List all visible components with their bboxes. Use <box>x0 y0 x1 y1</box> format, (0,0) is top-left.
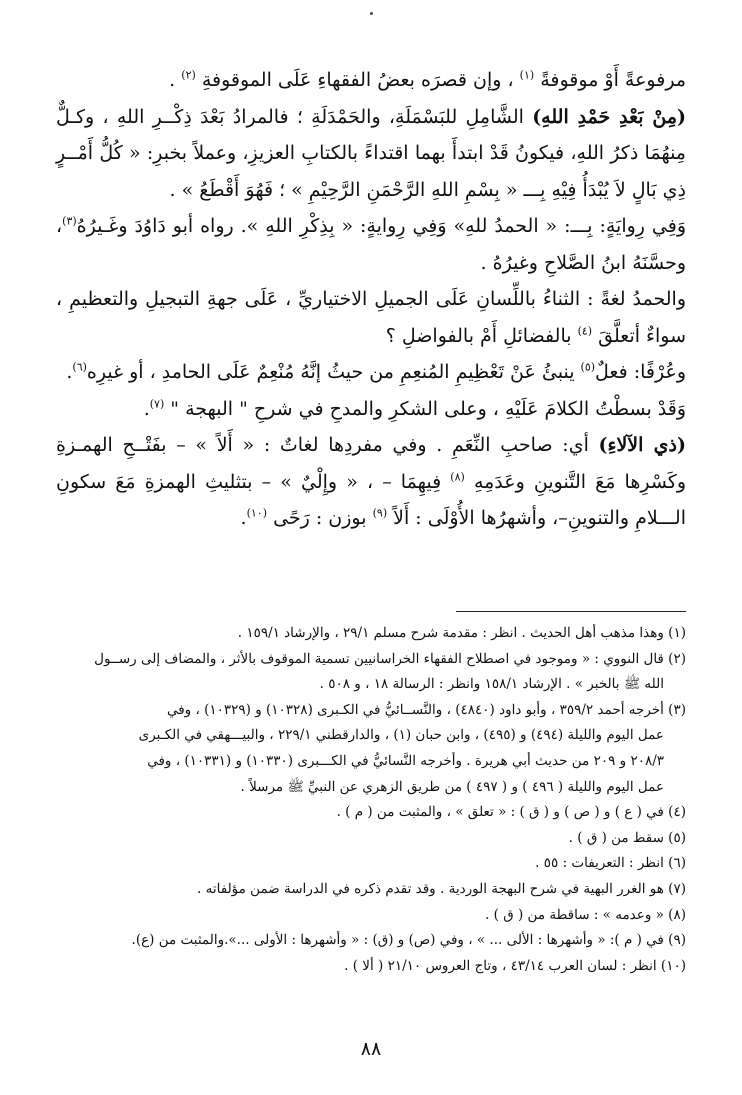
footnote-ref-2[interactable]: (٢) <box>181 68 196 82</box>
paragraph-1 <box>56 62 686 99</box>
text-l2: الشَّامِلِ للبَسْمَلَةِ، والحَمْدَلَةِ ؛ فالمرادُ بَعْدَ ذِكْــرِ اللهِ ، وكـلٌّ مِنهُمَا ذكرُ اللهِ، فيكونُ قَدْ ابتدأَ بهما اقتداءً بالكتابِ العزيزِ، وعملاً بخبرِ: « كُلُّ أَمْــرٍ ذِي بَالٍ لاَ يُبْدَأُ فِيْهِ بِـــ « بِسْمِ اللهِ الرَّحْمَنِ الرَّحِيْمِ » ؛ فَهُوَ أَقْطَعُ » . <box>56 105 686 201</box>
text-l4-end: بالفضائلِ أَمْ بالفواضلِ ؟ <box>385 324 572 347</box>
footnote-ref-8[interactable]: (٨) <box>450 470 465 484</box>
footnote-10: (١٠) انظر : لسان العرب ٤٣/١٤ ، وتاج العروس ٢١/١٠ ( ألا ) . <box>344 957 686 974</box>
matn-phrase-1: (مِنْ بَعْدِ حَمْدِ اللهِ) <box>532 105 687 128</box>
footnote-3: (٣) أخرجه أحمد ٣٥٩/٢ ، وأبو داود (٤٨٤٠) ، والنَّســائيُّ في الكـبرى (١٠٣٢٨) و (١٠٣٢٩) ، وفي <box>166 701 686 718</box>
footnote-9: (٩) في ( م ): « وأشهرها : الألى ... » ، وفي (ص) و (ق) : « وأشهرها : الأولى ...».والمثبت من (ع). <box>131 932 686 949</box>
paragraph-5 <box>56 354 686 391</box>
text-l5b: ينبئُ عَنْ تَعْظِيمِ المُنعِمِ من حيثُ إنَّهُ مُنْعِمٌ عَلَى الحامدِ ، أو غيرِه <box>86 361 575 383</box>
text-l4: والحمدُ لغةً : الثناءُ باللِّسانِ عَلَى الجميلِ الاختياريِّ ، عَلَى جهةِ التبجيلِ والتعظيمِ ، سواءٌ أتعلَّقَ <box>56 288 686 347</box>
text-l1-end: . <box>169 69 176 91</box>
text-l1: مرفوعةً أَوْ موقوفةً <box>540 69 686 91</box>
footnote-3-continued-3: عمل اليوم والليلة ( ٤٩٦ ) و ( ٤٩٧ ) من طريق الزهري عن النبيِّ ﷺ مرسلاً . <box>240 778 664 795</box>
footnote-1: (١) وهذا مذهب أهل الحديث . انظر : مقدمة شرح مسلم ٢٩/١ ، والإرشاد ١٥٩/١ . <box>237 625 686 641</box>
matn-phrase-2: (ذي الآلاءِ) <box>598 434 686 456</box>
text-l6: وَقَدْ بسطْتُ الكلامَ عَلَيْهِ ، وعلى الشكرِ والمدحِ في شرحِ " البهجة " <box>170 397 686 420</box>
footnote-ref-3[interactable]: (٣) <box>62 214 77 228</box>
text-l1b: ، وإن قصرَه بعضُ الفقهاءِ عَلَى الموقوفةِ <box>201 69 514 91</box>
paragraph-6 <box>56 391 686 428</box>
footnote-ref-7[interactable]: (٧) <box>149 397 165 411</box>
paragraph-2 <box>56 99 686 209</box>
paragraph-3 <box>56 208 686 281</box>
footnote-3-continued-1: عمل اليوم والليلة (٤٩٤) و (٤٩٥) ، وابن حبان (١) ، والدارقطني ٢٢٩/١ ، والبيـــهقي في الكـبرى <box>138 727 664 744</box>
footnote-ref-9[interactable]: (٩) <box>372 506 388 520</box>
text-l7-end: . <box>240 507 247 529</box>
text-l3-end: ، وحسَّنَهُ ابنُ الصَّلاحِ وغيرُهُ . <box>56 215 686 274</box>
text-l7: أي: صاحبِ النِّعَمِ . وفي مفردِها لغاتٌ : « أَلاً » – بفَتْــحِ الهمـزةِ وكَسْرِها مَعَ التَّنوينِ وعَدَمِهِ <box>56 434 686 493</box>
paragraph-4 <box>56 281 686 354</box>
footnote-2-continued: الله ﷺ بالخبر » . الإرشاد ١٥٨/١ وانظر : الرسالة ١٨ ، و ٥٠٨ . <box>319 676 664 693</box>
footnote-5: (٥) سقط من ( ق ) . <box>568 829 686 846</box>
footnote-4: (٤) في ( ع ) و ( ص ) و ( ق ) : « تعلق » ، والمثبت من ( م ) . <box>336 804 686 821</box>
footnote-3-continued-2: ٢٠٨/٣ و ٢٠٩ من حديث أبي هريرة . وأخرجه النَّسائيُّ في الكـــبرى (١٠٣٣٠) و (١٠٣٣١) ، وفي <box>147 752 664 769</box>
footnotes <box>56 621 686 979</box>
footnote-7: (٧) هو الغرر البهية في شرح البهجة الوردية . وقد تقدم ذكره في الدراسة ضمن مؤلفاته . <box>197 880 686 897</box>
text-l5-end: . <box>66 361 73 383</box>
text-l5: وعُرْفًا: فعلٌ <box>595 361 686 383</box>
footnote-ref-5[interactable]: (٥) <box>580 360 596 374</box>
text-l7b: فِيهِمَا – ، « وإِلْيٌ » – بتثليثِ الهمزةِ مَعَ سكونِ الـــلامِ والتنوينِ–، وأشهرُها الأُوْلَى : أَلاً <box>56 470 686 529</box>
footnote-2: (٢) قال النووي : « وموجود في اصطلاح الفقهاء الخراسانيين تسمية الموقوف بالأثر ، والمضاف إلى رســول <box>94 650 686 667</box>
page-number: ٨٨ <box>360 1038 382 1060</box>
paragraph-7 <box>56 427 686 537</box>
footnote-ref-4[interactable]: (٤) <box>577 324 593 338</box>
footnote-ref-10[interactable]: (١٠) <box>246 506 268 520</box>
footnote-separator <box>456 611 686 612</box>
footnote-ref-1[interactable]: (١) <box>519 68 535 82</box>
top-dot-mark <box>370 12 373 15</box>
text-l6-end: . <box>143 397 150 420</box>
footnote-6: (٦) انظر : التعريفات : ٥٥ . <box>535 855 686 872</box>
text-l3: وَفِي رِوايَةٍ: بِـــ: « الحمدُ للهِ» وَفِي رِوايةٍ: « بِذِكْرِ اللهِ ». رواه أبو دَاوُدَ وغَـيرُهُ <box>76 215 686 237</box>
main-text <box>56 62 686 537</box>
footnote-8: (٨) « وعدمه » : ساقطة من ( ق ) . <box>485 906 686 923</box>
text-l7c: بوزن : رَحًى <box>273 507 367 529</box>
footnote-ref-6[interactable]: (٦) <box>72 360 87 374</box>
